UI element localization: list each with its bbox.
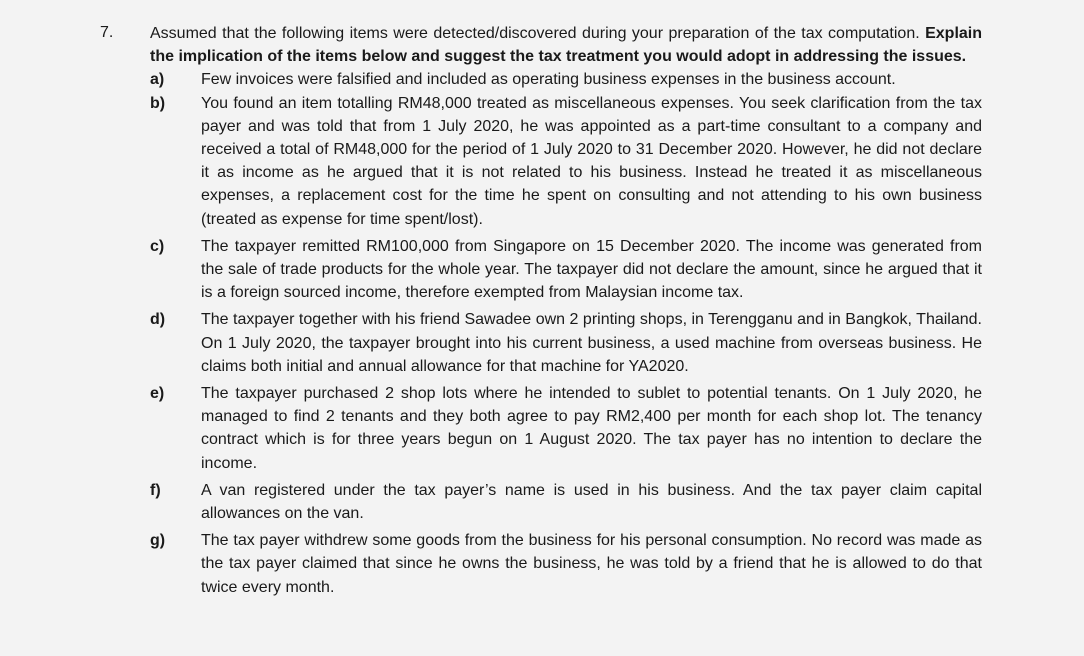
item-text: The taxpayer together with his friend Sawadee own 2 printing shops, in Terengganu and in Bangkok, Thailand. On 1 July 2020, the taxpayer brought into his current business, a used machine from overseas business. He claims both initial and annual allowance for that machine for YA2020. xyxy=(201,311,982,375)
item-list xyxy=(150,68,982,598)
intro-plain-text: Assumed that the following items were detected/discovered during your preparation of the tax computation. xyxy=(150,25,926,42)
item-label: f) xyxy=(150,481,161,499)
item-text: Few invoices were falsified and included as operating business expenses in the business account. xyxy=(201,71,896,89)
item-text: The taxpayer purchased 2 shop lots where he intended to sublet to potential tenants. On 1 July 2020, he managed to find 2 tenants and they both agree to pay RM2,400 per month for each shop lot. The tenancy contract which is for three years begun on 1 August 2020. The tax payer has no intention to declare the income. xyxy=(201,385,982,472)
question-number: 7. xyxy=(100,24,114,41)
item-text: A van registered under the tax payer’s name is used in his business. And the tax payer claim capital allowances on the van. xyxy=(201,481,982,523)
question-intro xyxy=(150,22,982,68)
question-body xyxy=(150,22,982,599)
item-text: The taxpayer remitted RM100,000 from Singapore on 15 December 2020. The income was generated from the sale of trade products for the whole year. The taxpayer did not declare the amount, since he argued that it is a foreign sourced income, therefore exempted from Malaysian income tax. xyxy=(201,237,982,302)
list-item-c xyxy=(150,235,982,305)
list-item-d xyxy=(150,308,982,378)
item-label: c) xyxy=(150,237,165,255)
item-text: The tax payer withdrew some goods from the business for his personal consumption. No record was made as the tax payer claimed that since he owns the business, he was told by a friend that he is allowed to do that twice every month. xyxy=(201,532,982,596)
list-item-g xyxy=(150,529,982,599)
item-label: a) xyxy=(150,71,165,89)
list-item-a xyxy=(150,68,982,91)
list-item-f xyxy=(150,479,982,525)
item-label: b) xyxy=(150,94,166,112)
intro-bold-instruction: Explain the implication of the items below and suggest the tax treatment you would adopt in addressing the issues. xyxy=(150,25,982,66)
list-item-e xyxy=(150,382,982,475)
item-label: d) xyxy=(150,311,166,329)
item-label: g) xyxy=(150,532,166,550)
item-label: e) xyxy=(150,385,165,403)
item-text: You found an item totalling RM48,000 treated as miscellaneous expenses. You seek clarification from the tax payer and was told that from 1 July 2020, he was appointed as a part-time consultant to a company and received a total of RM48,000 for the period of 1 July 2020 to 31 December 2020. However, he did not declare it as income as he argued that it is not related to his business. Instead he treated it as miscellaneous expenses, a replacement cost for the time he spent on consulting and not attending to his own business (treated as expense for time spent/lost). xyxy=(201,94,982,228)
list-item-b xyxy=(150,92,982,231)
